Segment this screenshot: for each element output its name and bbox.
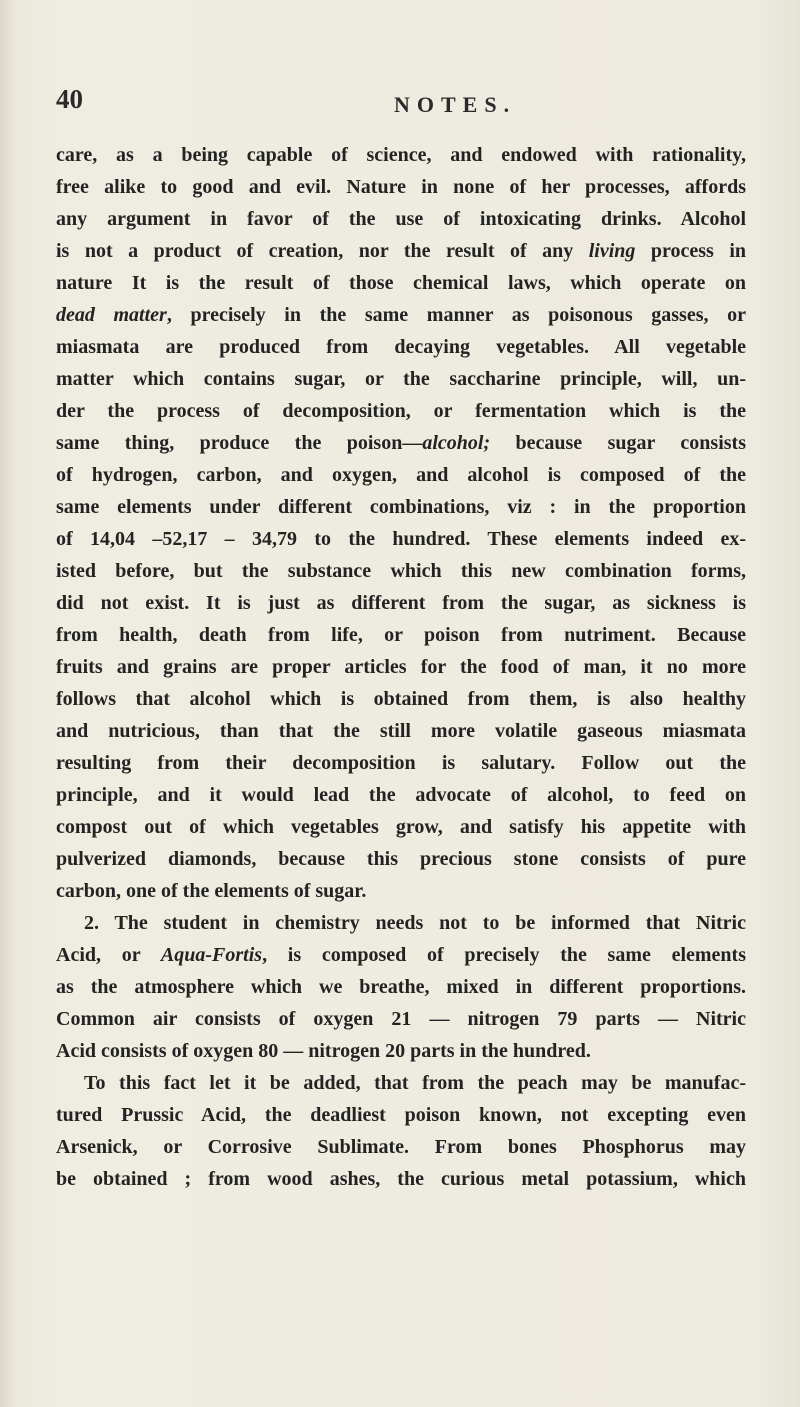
text-line: as the atmosphere which we breathe, mixed in different proportions. <box>56 976 746 998</box>
text-line: compost out of which vegetables grow, and satisfy his appetite with <box>56 816 746 838</box>
text-line: miasmata are produced from decaying vegetables. All vegetable <box>56 336 746 358</box>
text-line: principle, and it would lead the advocate of alcohol, to feed on <box>56 784 746 806</box>
text-line: nature It is the result of those chemical laws, which operate on <box>56 272 746 294</box>
page-number: 40 <box>56 84 83 114</box>
text-line: tured Prussic Acid, the deadliest poison known, not excepting even <box>56 1104 746 1126</box>
text-line: Acid consists of oxygen 80 — nitrogen 20 parts in the hundred. <box>56 1040 591 1062</box>
italic-word: living <box>588 240 636 262</box>
text-line: is not a product of creation, nor the result of any living process in <box>56 240 746 262</box>
text-line: Common air consists of oxygen 21 — nitrogen 79 parts — Nitric <box>56 1008 746 1030</box>
text-line: care, as a being capable of science, and endowed with rationality, <box>56 144 746 166</box>
text-line: be obtained ; from wood ashes, the curious metal potassium, which <box>56 1168 746 1190</box>
text-line: any argument in favor of the use of intoxicating drinks. Alcohol <box>56 208 746 230</box>
text-line: Arsenick, or Corrosive Sublimate. From bones Phosphorus may <box>56 1136 746 1158</box>
text-line: matter which contains sugar, or the saccharine principle, will, un- <box>56 368 746 390</box>
text-line: of 14,04 –52,17 – 34,79 to the hundred. These elements indeed ex- <box>56 528 746 550</box>
text-line: der the process of decomposition, or fermentation which is the <box>56 400 746 422</box>
text-line: follows that alcohol which is obtained from them, is also healthy <box>56 688 746 710</box>
text-line: free alike to good and evil. Nature in none of her processes, affords <box>56 176 746 198</box>
text-line: carbon, one of the elements of sugar. <box>56 880 367 902</box>
text-line: pulverized diamonds, because this precious stone consists of pure <box>56 848 746 870</box>
notes-body <box>56 139 746 1195</box>
text-line: of hydrogen, carbon, and oxygen, and alcohol is composed of the <box>56 464 746 486</box>
text-line: To this fact let it be added, that from the peach may be manufac- <box>84 1072 746 1094</box>
italic-word: dead matter <box>56 304 167 326</box>
italic-word: Aqua-Fortis <box>160 944 263 966</box>
text-line: same elements under different combinations, viz : in the proportion <box>56 496 746 518</box>
italic-word: alcohol; <box>422 432 491 454</box>
page-header <box>56 84 756 124</box>
text-line: fruits and grains are proper articles for the food of man, it no more <box>56 656 746 678</box>
text-line: from health, death from life, or poison from nutriment. Because <box>56 624 746 646</box>
text-line: dead matter, precisely in the same manner as poisonous gasses, or <box>56 304 746 326</box>
running-head: NOTES. <box>394 92 517 117</box>
text-line: resulting from their decomposition is salutary. Follow out the <box>56 752 746 774</box>
text-line: isted before, but the substance which this new combination forms, <box>56 560 746 582</box>
text-line: did not exist. It is just as different from the sugar, as sickness is <box>56 592 746 614</box>
text-line: same thing, produce the poison—alcohol; because sugar consists <box>56 432 746 454</box>
text-line: 2. The student in chemistry needs not to be informed that Nitric <box>84 912 746 934</box>
text-line: and nutricious, than that the still more volatile gaseous miasmata <box>56 720 746 742</box>
text-line: Acid, or Aqua-Fortis, is composed of precisely the same elements <box>56 944 746 966</box>
